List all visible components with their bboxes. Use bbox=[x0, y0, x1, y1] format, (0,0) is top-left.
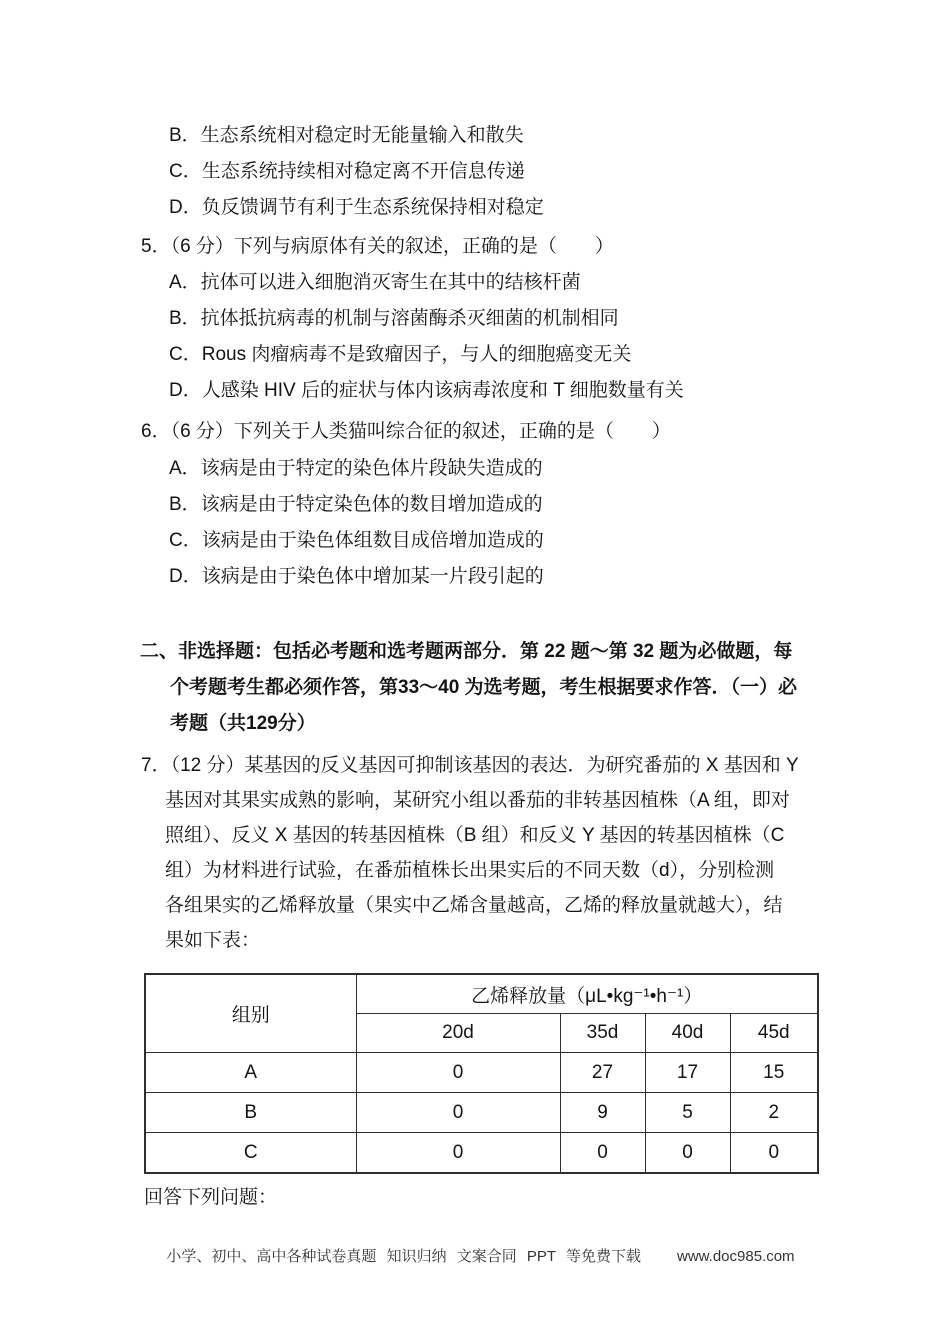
answer-prompt: 回答下列问题： bbox=[144, 1187, 278, 1208]
row-b-value-45d: 2 bbox=[730, 1093, 818, 1133]
table-row-b bbox=[145, 1093, 818, 1133]
results-table-container bbox=[144, 973, 819, 1174]
day-header-45d: 45d bbox=[730, 1014, 818, 1053]
footer-promo-text: 小学、初中、高中各种试卷真题 知识归纳 文案合同 PPT 等免费下载 bbox=[166, 1248, 641, 1265]
table-corner-cell-group: 组别 bbox=[145, 974, 356, 1053]
q5-option-b: B．抗体抵抗病毒的机制与溶菌酶杀灭细菌的机制相同 bbox=[169, 308, 619, 329]
section2-header-line-1: 二、非选择题：包括必考题和选考题两部分．第 22 题～第 32 题为必做题，每 bbox=[140, 641, 793, 662]
day-header-40d: 40d bbox=[645, 1014, 730, 1053]
q6-stem: 6．（6 分）下列关于人类猫叫综合征的叙述，正确的是（ ） bbox=[141, 421, 671, 442]
q7-text-line-2: 基因对其果实成熟的影响，某研究小组以番茄的非转基因植株（A 组，即对 bbox=[165, 790, 790, 811]
page-footer bbox=[144, 1245, 817, 1266]
row-a-value-20d: 0 bbox=[356, 1053, 560, 1093]
q7-text-line-3: 照组）、反义 X 基因的转基因植株（B 组）和反义 Y 基因的转基因植株（C bbox=[165, 825, 785, 846]
q7-text-line-4: 组）为材料进行试验，在番茄植株长出果实后的不同天数（d），分别检测 bbox=[165, 860, 775, 881]
row-a-value-45d: 15 bbox=[730, 1053, 818, 1093]
row-c-value-40d: 0 bbox=[645, 1133, 730, 1174]
day-header-20d: 20d bbox=[356, 1014, 560, 1053]
row-c-value-45d: 0 bbox=[730, 1133, 818, 1174]
q7-text-line-6: 果如下表： bbox=[165, 930, 261, 951]
q4-option-c: C．生态系统持续相对稳定离不开信息传递 bbox=[169, 161, 525, 182]
section2-header-line-2: 个考题考生都必须作答，第33～40 为选考题，考生根据要求作答．（一）必 bbox=[170, 677, 798, 698]
results-table bbox=[144, 973, 819, 1174]
table-row-a bbox=[145, 1053, 818, 1093]
row-a-value-35d: 27 bbox=[560, 1053, 645, 1093]
row-a-group-cell: A bbox=[145, 1053, 356, 1093]
q5-stem: 5．（6 分）下列与病原体有关的叙述，正确的是（ ） bbox=[141, 236, 614, 257]
q6-option-b: B．该病是由于特定染色体的数目增加造成的 bbox=[169, 494, 543, 515]
table-header-row-1 bbox=[145, 974, 818, 1014]
q6-option-a: A．该病是由于特定的染色体片段缺失造成的 bbox=[169, 458, 543, 479]
row-c-group-cell: C bbox=[145, 1133, 356, 1174]
q5-option-d: D．人感染 HIV 后的症状与体内该病毒浓度和 T 细胞数量有关 bbox=[169, 380, 684, 401]
row-c-value-20d: 0 bbox=[356, 1133, 560, 1174]
footer-site-url[interactable]: www.doc985.com bbox=[677, 1248, 795, 1265]
q7-text-line-1: 7．（12 分）某基因的反义基因可抑制该基因的表达．为研究番茄的 X 基因和 Y bbox=[141, 755, 799, 776]
q6-option-d: D．该病是由于染色体中增加某一片段引起的 bbox=[169, 566, 544, 587]
q5-option-c: C．Rous 肉瘤病毒不是致瘤因子，与人的细胞癌变无关 bbox=[169, 344, 632, 365]
q5-option-a: A．抗体可以进入细胞消灭寄生在其中的结核杆菌 bbox=[169, 272, 581, 293]
day-header-35d: 35d bbox=[560, 1014, 645, 1053]
table-row-c bbox=[145, 1133, 818, 1174]
row-b-value-40d: 5 bbox=[645, 1093, 730, 1133]
q4-option-b: B．生态系统相对稳定时无能量输入和散失 bbox=[169, 125, 524, 146]
q6-option-c: C．该病是由于染色体组数目成倍增加造成的 bbox=[169, 530, 544, 551]
table-unit-header-cell: 乙烯释放量（μL•kg⁻¹•h⁻¹） bbox=[356, 974, 818, 1014]
row-b-value-35d: 9 bbox=[560, 1093, 645, 1133]
q7-text-line-5: 各组果实的乙烯释放量（果实中乙烯含量越高，乙烯的释放量就越大），结 bbox=[165, 895, 783, 916]
row-b-group-cell: B bbox=[145, 1093, 356, 1133]
row-b-value-20d: 0 bbox=[356, 1093, 560, 1133]
section2-header-line-3: 考题（共129分） bbox=[170, 713, 316, 734]
row-c-value-35d: 0 bbox=[560, 1133, 645, 1174]
row-a-value-40d: 17 bbox=[645, 1053, 730, 1093]
q4-option-d: D．负反馈调节有利于生态系统保持相对稳定 bbox=[169, 197, 544, 218]
